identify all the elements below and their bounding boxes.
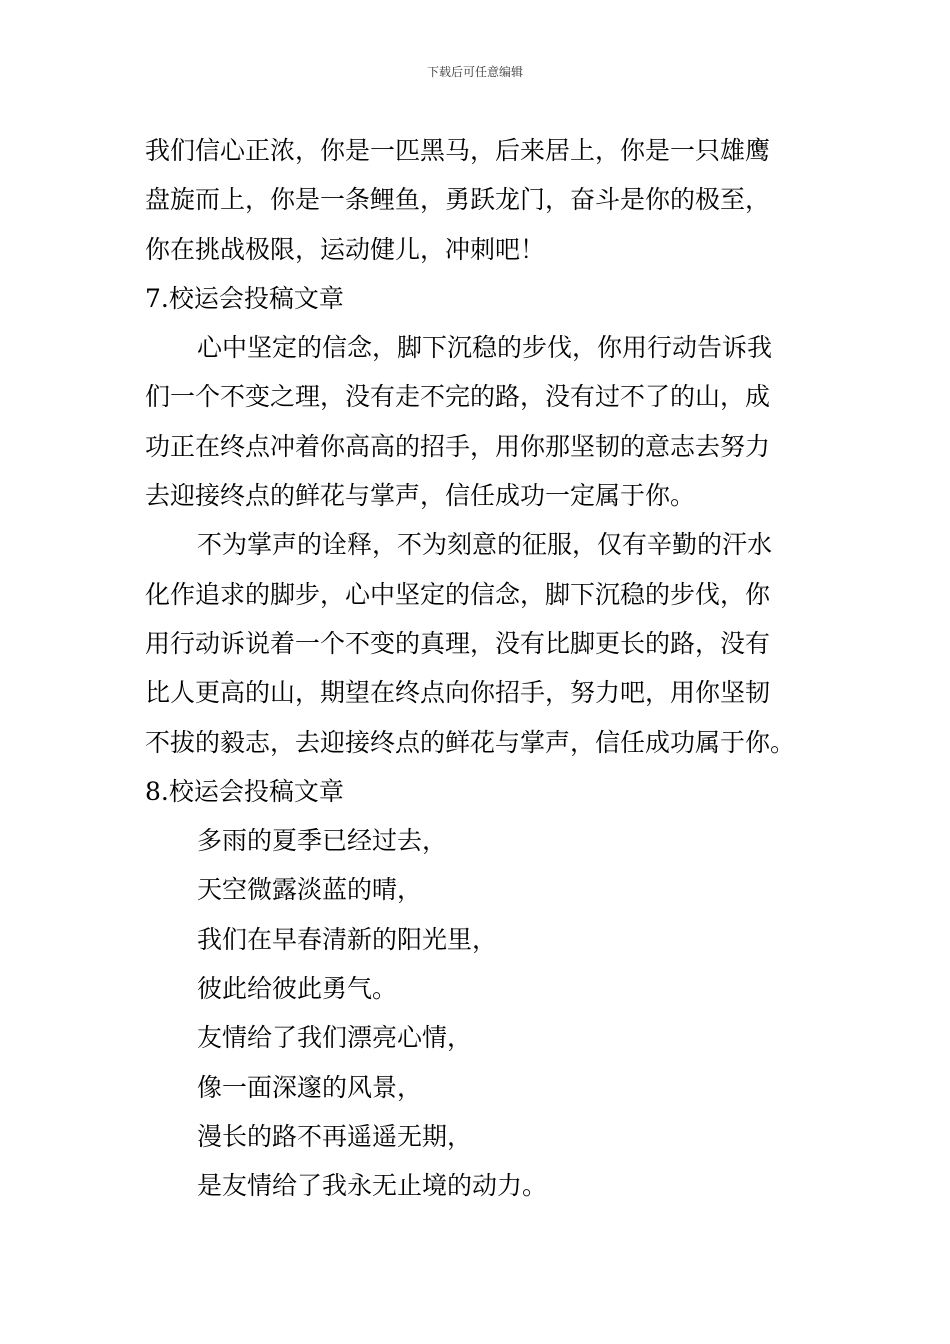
text-line: 化作追求的脚步，心中坚定的信念，脚下沉稳的步伐，你 <box>145 579 771 609</box>
page-header: 下载后可任意编辑 <box>426 65 523 79</box>
document-body <box>145 126 815 1211</box>
section-heading: 7.校运会投稿文章 <box>145 283 344 313</box>
poem-line: 像一面深邃的风景， <box>197 1072 423 1102</box>
text-line: 不拔的毅志，去迎接终点的鲜花与掌声，信任成功属于你。 <box>145 727 796 757</box>
poem-line: 天空微露淡蓝的晴， <box>197 875 423 905</box>
text-line: 我们信心正浓，你是一匹黑马，后来居上，你是一只雄鹰 <box>145 136 771 165</box>
section-heading: 8.校运会投稿文章 <box>145 776 344 806</box>
text-line: 盘旋而上，你是一条鲤鱼，勇跃龙门，奋斗是你的极至， <box>145 185 771 215</box>
text-line: 心中坚定的信念，脚下沉稳的步伐，你用行动告诉我 <box>197 333 773 363</box>
poem-line: 我们在早春清新的阳光里， <box>197 924 498 954</box>
text-line: 比人更高的山，期望在终点向你招手，努力吧，用你坚韧 <box>145 678 771 708</box>
text-line: 们一个不变之理，没有走不完的路，没有过不了的山，成 <box>145 382 771 412</box>
poem-line: 是友情给了我永无止境的动力。 <box>197 1171 548 1201</box>
poem-line: 彼此给彼此勇气。 <box>197 974 398 1004</box>
text-line: 不为掌声的诠释，不为刻意的征服，仅有辛勤的汗水 <box>197 530 773 560</box>
text-line: 去迎接终点的鲜花与掌声，信任成功一定属于你。 <box>145 481 696 511</box>
text-line: 你在挑战极限，运动健儿，冲刺吧！ <box>145 234 546 264</box>
poem-line: 友情给了我们漂亮心情， <box>197 1023 473 1053</box>
text-line: 用行动诉说着一个不变的真理，没有比脚更长的路，没有 <box>145 628 771 658</box>
poem-line: 漫长的路不再遥遥无期， <box>197 1121 473 1151</box>
poem-line: 多雨的夏季已经过去， <box>197 826 448 856</box>
text-line: 功正在终点冲着你高高的招手，用你那坚韧的意志去努力 <box>145 431 771 461</box>
